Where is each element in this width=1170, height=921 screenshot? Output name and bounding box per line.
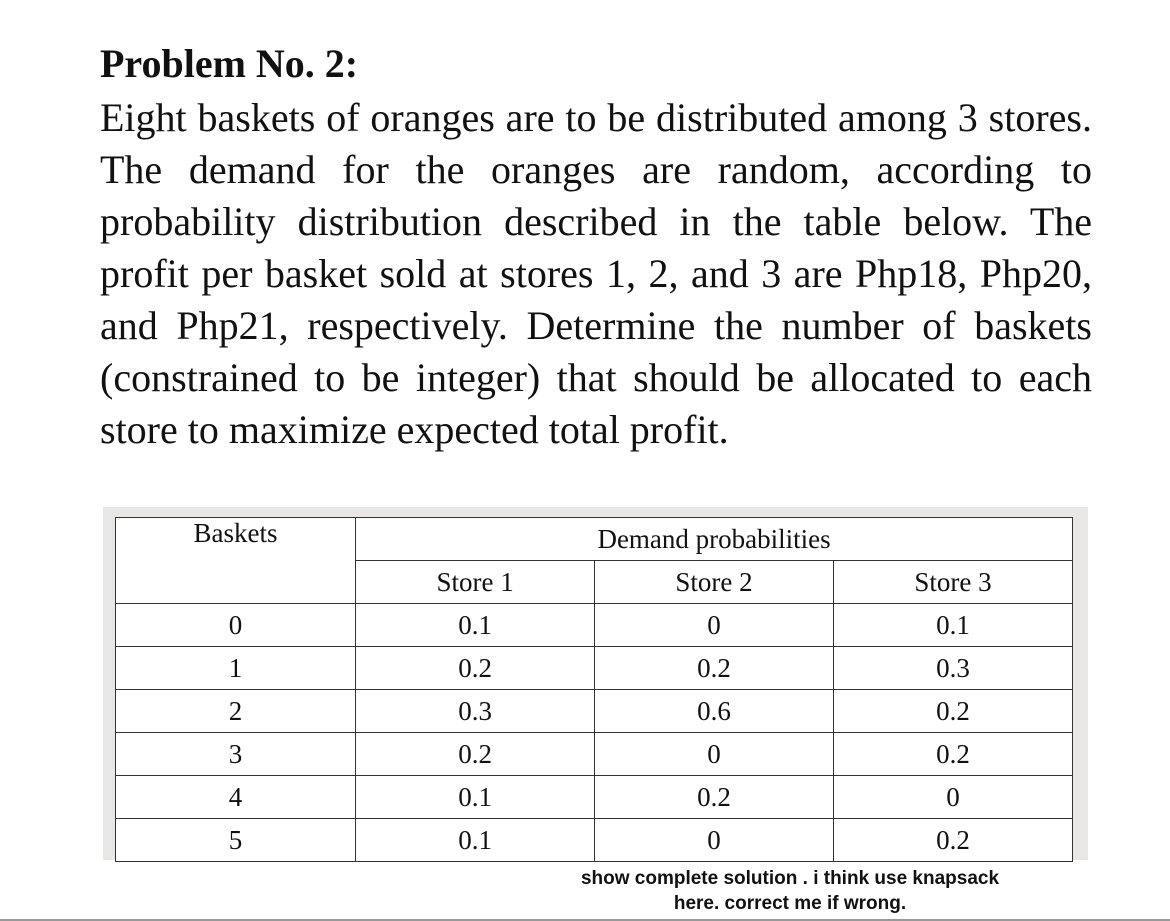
store-2-cell: 0	[595, 733, 834, 776]
baskets-cell: 3	[116, 733, 356, 776]
problem-title: Problem No. 2:	[100, 41, 359, 86]
store-3-cell: 0	[834, 776, 1073, 819]
problem-statement: Eight baskets of oranges are to be distributed among 3 stores. The demand for the oranges are random, according to probability distribution described in the table below. The profit per basket sold at stores 1, 2, and 3 are Php18, Php20, and Php21, respectively. Determine the number of baskets (constrained to be integer) that should be allocated to each store to maximize expected total profit.	[100, 95, 1092, 452]
store-2-cell: 0	[595, 604, 834, 647]
store-2-header: Store 2	[595, 561, 834, 604]
baskets-cell: 0	[116, 604, 356, 647]
demand-probabilities-header: Demand probabilities	[356, 518, 1073, 561]
store-2-cell: 0.2	[595, 776, 834, 819]
store-1-header: Store 1	[356, 561, 595, 604]
baskets-cell: 5	[116, 819, 356, 862]
baskets-cell: 4	[116, 776, 356, 819]
store-1-cell: 0.3	[356, 690, 595, 733]
store-3-cell: 0.2	[834, 690, 1073, 733]
demand-probability-table	[115, 517, 1073, 862]
store-1-cell: 0.1	[356, 819, 595, 862]
store-3-cell: 0.1	[834, 604, 1073, 647]
store-3-cell: 0.2	[834, 733, 1073, 776]
store-1-cell: 0.2	[356, 647, 595, 690]
store-1-cell: 0.2	[356, 733, 595, 776]
store-3-cell: 0.2	[834, 819, 1073, 862]
store-3-header: Store 3	[834, 561, 1073, 604]
handwritten-note-caption	[560, 866, 1020, 916]
table-row	[116, 690, 1073, 733]
store-1-cell: 0.1	[356, 604, 595, 647]
caption-line-1: show complete solution . i think use knapsack	[580, 868, 1000, 889]
store-2-cell: 0.6	[595, 690, 834, 733]
store-2-cell: 0.2	[595, 647, 834, 690]
table-row	[116, 819, 1073, 862]
store-3-cell: 0.3	[834, 647, 1073, 690]
table-row	[116, 733, 1073, 776]
table-row	[116, 647, 1073, 690]
baskets-header: Baskets	[116, 518, 356, 604]
store-2-cell: 0	[595, 819, 834, 862]
table-row	[116, 776, 1073, 819]
table-image-region	[103, 507, 1088, 860]
caption-line-2: here. correct me if wrong.	[673, 893, 907, 914]
store-1-cell: 0.1	[356, 776, 595, 819]
baskets-cell: 1	[116, 647, 356, 690]
table-row	[116, 604, 1073, 647]
baskets-cell: 2	[116, 690, 356, 733]
